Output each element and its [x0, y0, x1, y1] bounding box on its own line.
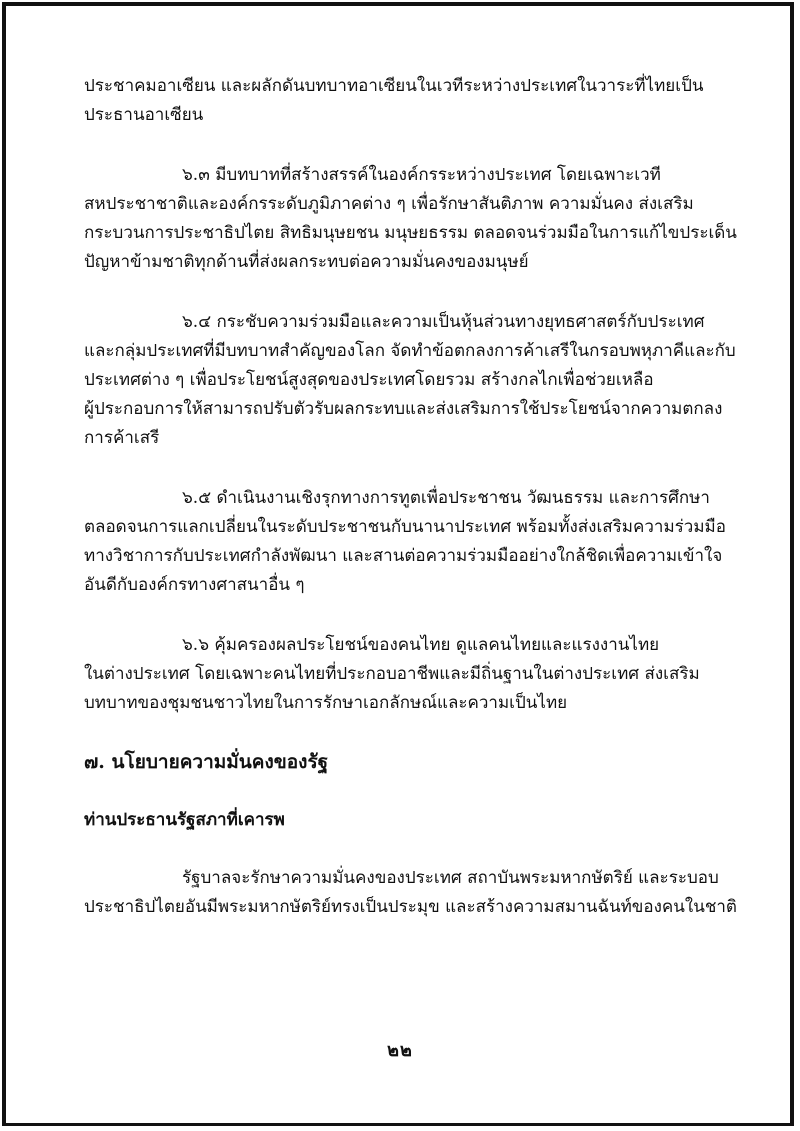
text-line: ตลอดจนการแลกเปลี่ยนในระดับประชาชนกับนานาประเทศ พร้อมทั้งส่งเสริมความร่วมมือ	[84, 517, 726, 537]
section-7-heading: ๗. นโยบายความมั่นคงของรัฐ	[84, 751, 329, 773]
text-line: ๖.๕ ดำเนินงานเชิงรุกทางการทูตเพื่อประชาชน วัฒนธรรม และการศึกษา	[182, 488, 710, 508]
text-line: ปัญหาข้ามชาติทุกด้านที่ส่งผลกระทบต่อความมั่นคงของมนุษย์	[84, 252, 529, 272]
section-7-paragraph	[84, 864, 737, 922]
salutation: ท่านประธานรัฐสภาที่เคารพ	[84, 810, 285, 830]
text-line: ผู้ประกอบการให้สามารถปรับตัวรับผลกระทบและส่งเสริมการใช้ประโยชน์จากความตกลง	[84, 399, 723, 419]
text-line: ในต่างประเทศ โดยเฉพาะคนไทยที่ประกอบอาชีพและมีถิ่นฐานในต่างประเทศ ส่งเสริม	[84, 664, 700, 684]
text-line: กระบวนการประชาธิปไตย สิทธิมนุษยชน มนุษยธรรม ตลอดจนร่วมมือในการแก้ไขประเด็น	[84, 223, 737, 243]
item-6-4	[84, 308, 736, 453]
text-line: สหประชาชาติและองค์กรระดับภูมิภาคต่าง ๆ เพื่อรักษาสันติภาพ ความมั่นคง ส่งเสริม	[84, 194, 694, 214]
item-6-3	[84, 161, 737, 277]
paragraph-intro	[84, 72, 724, 130]
text-line: ๖.๔ กระชับความร่วมมือและความเป็นหุ้นส่วนทางยุทธศาสตร์กับประเทศ	[182, 312, 705, 332]
text-line: และกลุ่มประเทศที่มีบทบาทสำคัญของโลก จัดทำข้อตกลงการค้าเสรีในกรอบพหุภาคีและกับ	[84, 341, 736, 361]
text-line: อันดีกับองค์กรทางศาสนาอื่น ๆ	[84, 575, 305, 595]
item-6-5	[84, 484, 724, 600]
text-line: รัฐบาลจะรักษาความมั่นคงของประเทศ สถาบันพระมหากษัตริย์ และระบอบ	[182, 868, 719, 888]
document-page	[84, 72, 737, 922]
text-line: ทางวิชาการกับประเทศกำลังพัฒนา และสานต่อความร่วมมืออย่างใกล้ชิดเพื่อความเข้าใจ	[84, 546, 723, 566]
text-line: ประชาคมอาเซียน และผลักดันบทบาทอาเซียนในเวทีระหว่างประเทศในวาระที่ไทยเป็น	[84, 76, 704, 96]
text-line: ประชาธิปไตยอันมีพระมหากษัตริย์ทรงเป็นประมุข และสร้างความสมานฉันท์ของคนในชาติ	[84, 897, 737, 917]
text-line: ประเทศต่าง ๆ เพื่อประโยชน์สูงสุดของประเทศโดยรวม สร้างกลไกเพื่อช่วยเหลือ	[84, 370, 654, 390]
text-line: ๖.๓ มีบทบาทที่สร้างสรรค์ในองค์กรระหว่างประเทศ โดยเฉพาะเวที	[182, 165, 661, 185]
text-line: ๖.๖ คุ้มครองผลประโยชน์ของคนไทย ดูแลคนไทยและแรงงานไทย	[182, 635, 660, 655]
item-6-6	[84, 631, 724, 718]
text-line: การค้าเสรี	[84, 428, 160, 448]
text-line: ประธานอาเซียน	[84, 105, 204, 125]
page-number: ๒๒	[387, 1040, 413, 1061]
text-line: บทบาทของชุมชนชาวไทยในการรักษาเอกลักษณ์และความเป็นไทย	[84, 693, 568, 713]
